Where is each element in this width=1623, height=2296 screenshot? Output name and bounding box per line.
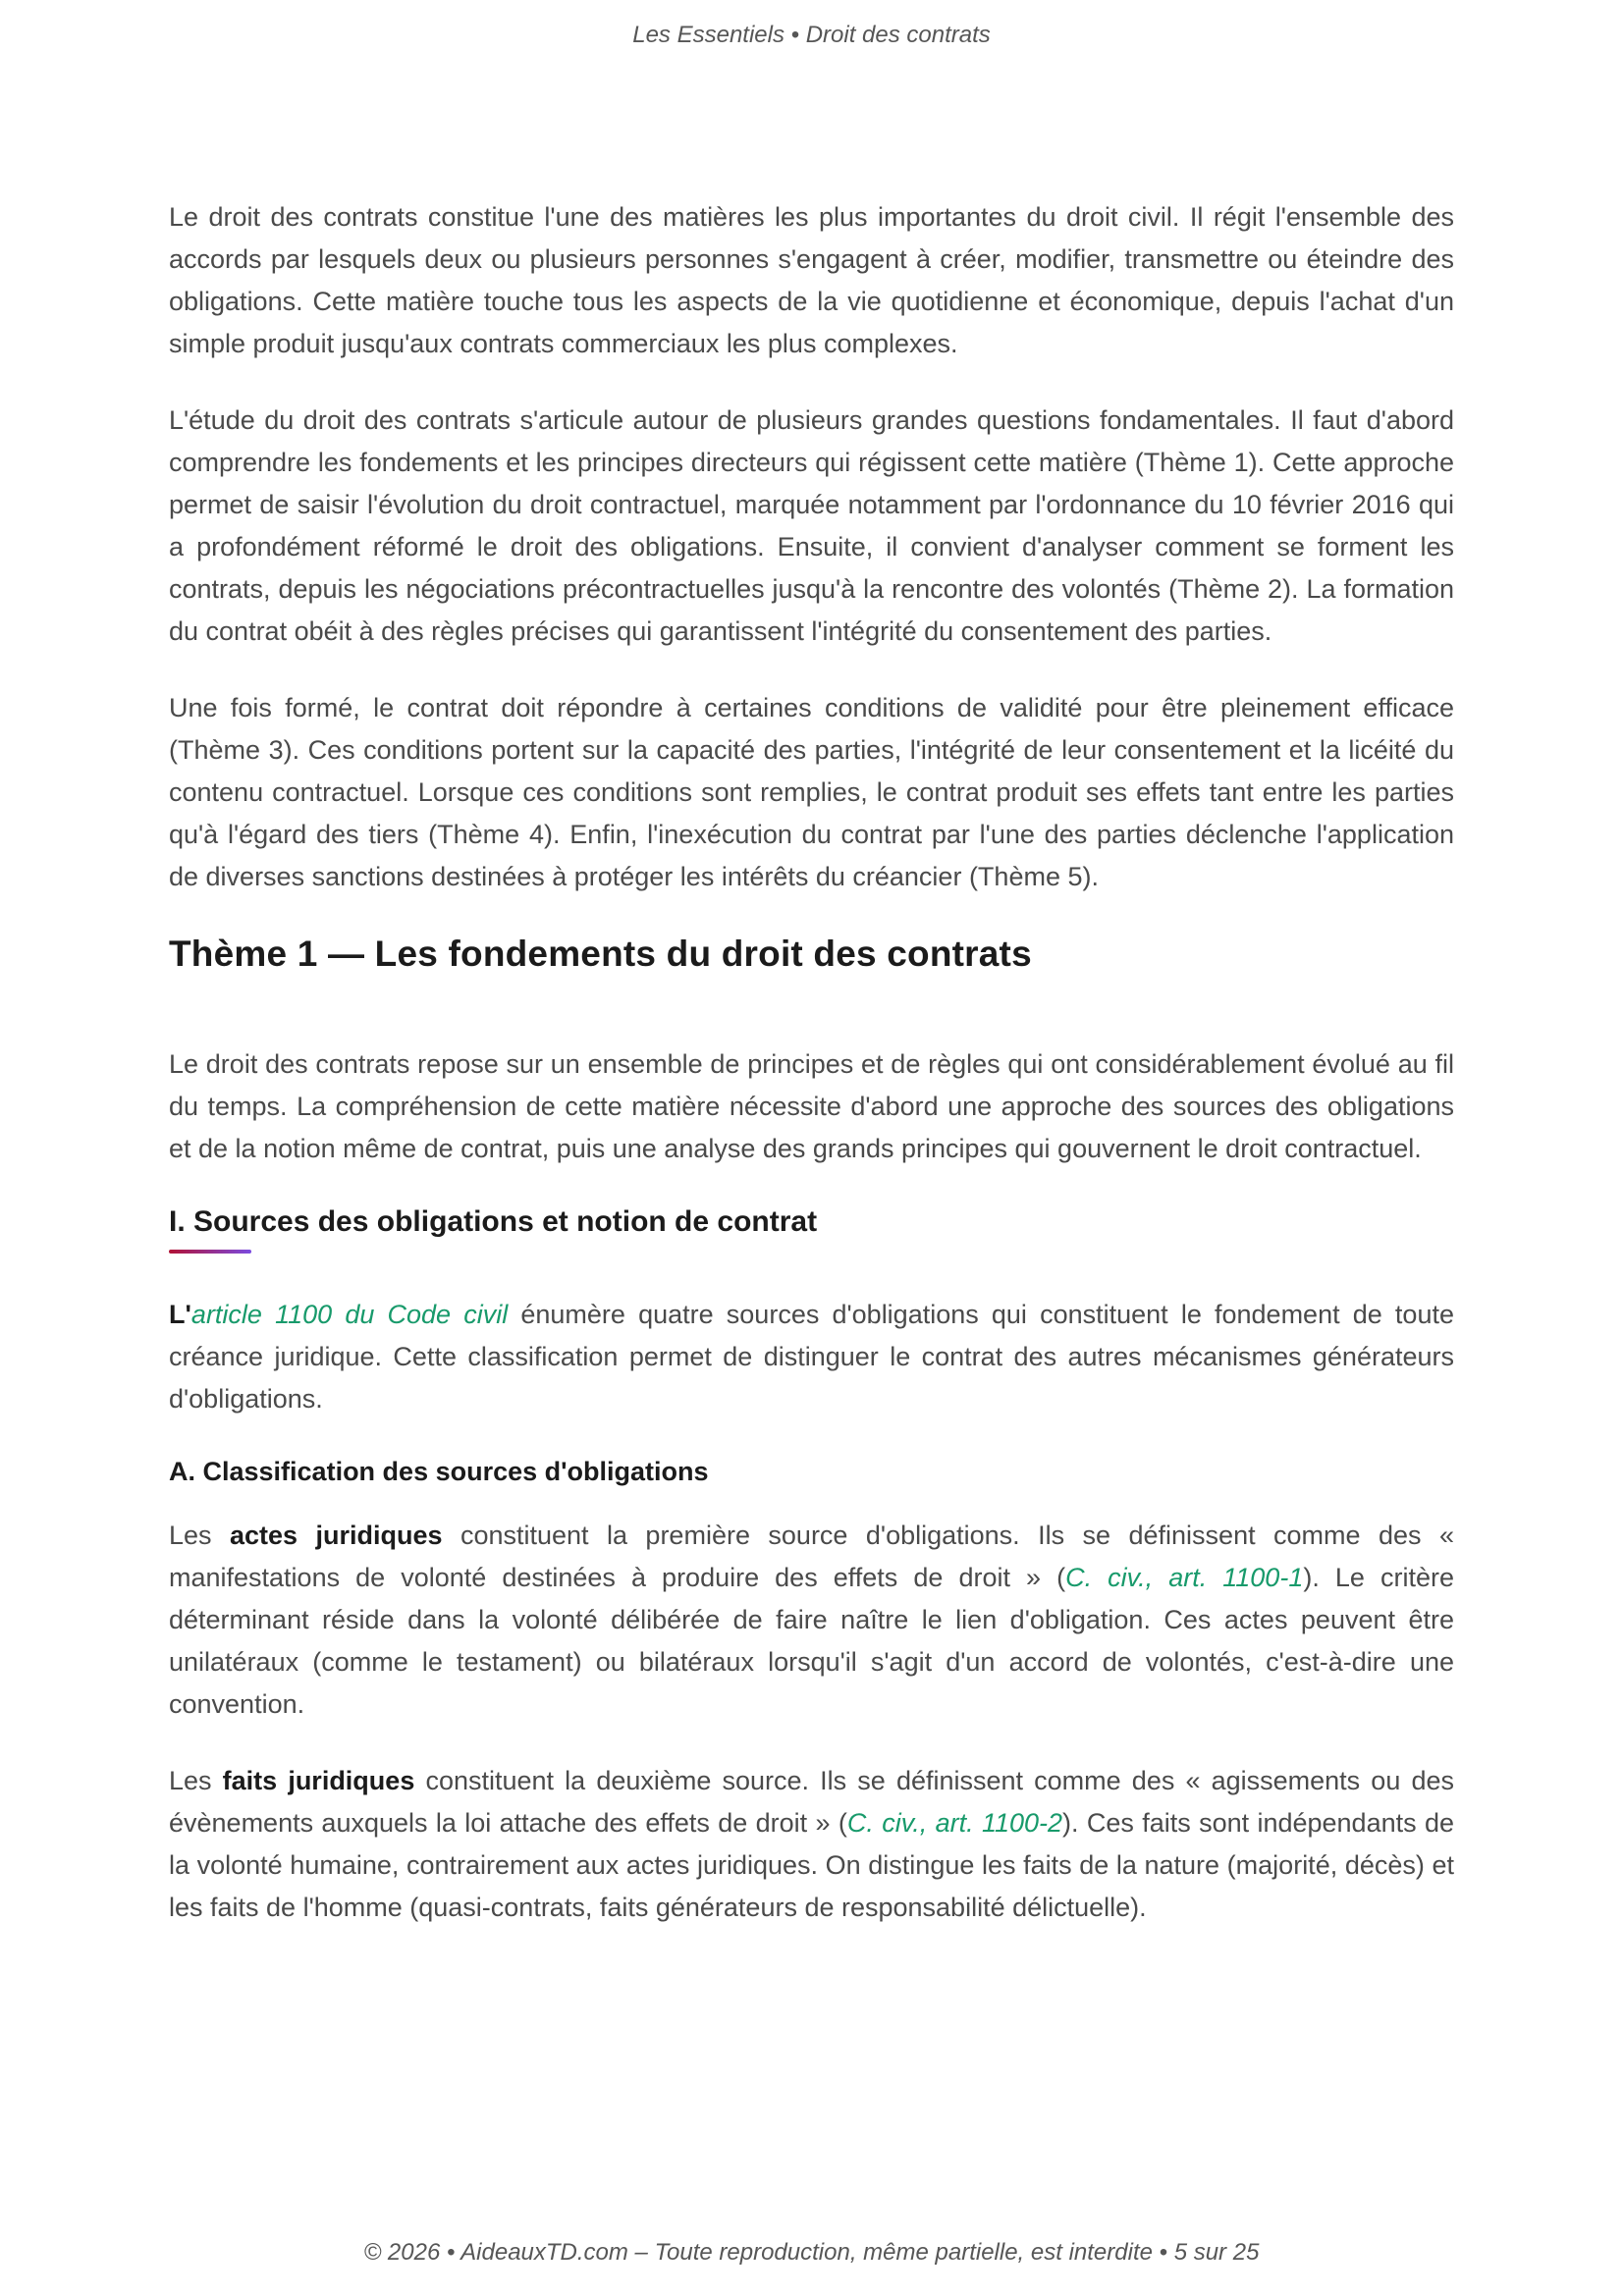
intro-paragraph-2: L'étude du droit des contrats s'articule autour de plusieurs grandes questions fondamentales. Il faut d'abord comprendre les fondements et les principes directeurs qui régissent cette matière (Thème 1). Cette approche permet de saisir l'évolution du droit contractuel, marquée notamment par l'ordonnance du 10 février 2016 qui a profondément réformé le droit des obligations. Ensuite, il convient d'analyser comment se forment les contrats, depuis les négociations précontractuelles jusqu'à la rencontre des volontés (Thème 2). La formation du contrat obéit à des règles précises qui garantissent l'intégrité du consentement des parties.: [169, 405, 1454, 646]
running-header: Les Essentiels • Droit des contrats: [632, 22, 991, 48]
section-accent-bar: [169, 1250, 251, 1254]
theme-1-title: Thème 1 — Les fondements du droit des contrats: [169, 934, 1032, 974]
section-1-lead-paragraph: L'article 1100 du Code civil énumère quatre sources d'obligations qui constituent le fondement de toute créance juridique. Cette classification permet de distinguer le contrat des autres mécanismes générateurs d'obligations.: [169, 1300, 1454, 1414]
section-1-title: I. Sources des obligations et notion de contrat: [169, 1205, 818, 1238]
theme-1-intro-paragraph: Le droit des contrats repose sur un ensemble de principes et de règles qui ont considérablement évolué au fil du temps. La compréhension de cette matière nécessite d'abord une approche des sources des obligations et de la notion même de contrat, puis une analyse des grands principes qui gouvernent le droit contractuel.: [169, 1049, 1454, 1163]
actes-juridiques-paragraph: Les actes juridiques constituent la première source d'obligations. Ils se définissent comme des « manifestations de volonté destinées à produire des effets de droit » (C. civ., art. 1100-1). Le critère déterminant réside dans la volonté délibérée de faire naître le lien d'obligation. Ces actes peuvent être unilatéraux (comme le testament) ou bilatéraux lorsqu'il s'agit d'un accord de volontés, c'est-à-dire une convention.: [169, 1521, 1454, 1719]
running-footer: © 2026 • AideauxTD.com – Toute reproduction, même partielle, est interdite • 5 sur 25: [363, 2239, 1260, 2266]
intro-paragraph-3: Une fois formé, le contrat doit répondre à certaines conditions de validité pour être pleinement efficace (Thème 3). Ces conditions portent sur la capacité des parties, l'intégrité de leur consentement et la licéité du contenu contractuel. Lorsque ces conditions sont remplies, le contrat produit ses effets tant entre les parties qu'à l'égard des tiers (Thème 4). Enfin, l'inexécution du contrat par l'une des parties déclenche l'application de diverses sanctions destinées à protéger les intérêts du créancier (Thème 5).: [169, 693, 1454, 891]
subsection-a-title: A. Classification des sources d'obligations: [169, 1457, 709, 1486]
faits-juridiques-paragraph: Les faits juridiques constituent la deuxième source. Ils se définissent comme des « agissements ou des évènements auxquels la loi attache des effets de droit » (C. civ., art. 1100-2). Ces faits sont indépendants de la volonté humaine, contrairement aux actes juridiques. On distingue les faits de la nature (majorité, décès) et les faits de l'homme (quasi-contrats, faits générateurs de responsabilité délictuelle).: [169, 1766, 1454, 1922]
intro-paragraph-1: Le droit des contrats constitue l'une des matières les plus importantes du droit civil. Il régit l'ensemble des accords par lesquels deux ou plusieurs personnes s'engagent à créer, modifier, transmettre ou éteindre des obligations. Cette matière touche tous les aspects de la vie quotidienne et économique, depuis l'achat d'un simple produit jusqu'aux contrats commerciaux les plus complexes.: [169, 202, 1454, 358]
page-content: [0, 196, 1623, 1929]
